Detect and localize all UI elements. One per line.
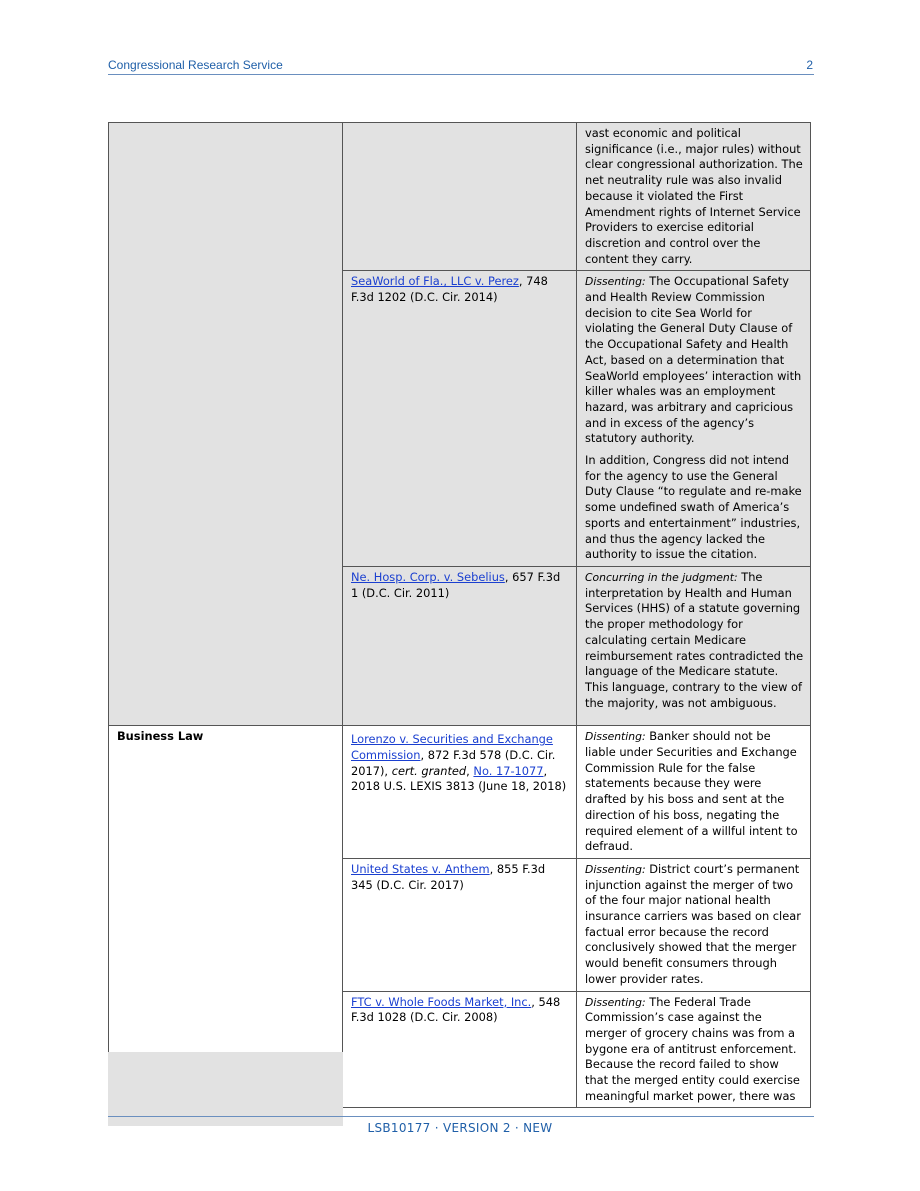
category-cell xyxy=(109,726,343,1107)
case-cell xyxy=(343,271,577,566)
opinion-type: Dissenting: xyxy=(585,730,646,744)
opinion-text: Dissenting: The Occupational Safety and Health Review Commission decision to cite Sea World for violating the General Duty Clause of the Occupational Safety and Health Act, based on a determination that SeaWorld employees’ interaction with killer whales was an employment hazard, was arbitrary and capricious and in excess of the agency’s statutory authority. xyxy=(585,274,802,446)
case-link[interactable]: United States v. Anthem xyxy=(351,861,490,876)
opinion-type: Dissenting: xyxy=(585,995,646,1009)
opinion-type: Concurring in the judgment: xyxy=(585,570,738,584)
case-citation: , 855 F.3d 345 (D.C. Cir. 2017) xyxy=(351,861,546,892)
opinion-text: In addition, Congress did not intend for the agency to use the General Duty Clause “to regulate and re-make some undefined swath of America’s sports and entertainment” industries, and thus the agency lacked the authority to issue the citation. xyxy=(585,453,802,562)
case-cell: Lorenzo v. Securities and Exchange Commission, 872 F.3d 578 (D.C. Cir. 2017), cert. granted, No. 17-1077, 2018 U.S. LEXIS 3813 (June 18, 2018) xyxy=(343,726,577,858)
cases-table xyxy=(108,122,811,1108)
case-citation: , 657 F.3d 1 (D.C. Cir. 2011) xyxy=(351,569,561,600)
case-link[interactable]: FTC v. Whole Foods Market, Inc. xyxy=(351,994,532,1009)
case-cell xyxy=(343,123,577,270)
table-row xyxy=(343,991,810,1108)
table-row xyxy=(343,270,810,566)
opinion-cell xyxy=(577,123,810,270)
case-citation: , 872 F.3d 578 (D.C. Cir. 2017), xyxy=(351,748,556,778)
table-row xyxy=(343,726,810,858)
case-status: cert. granted xyxy=(391,763,467,778)
opinion-text: Dissenting: The Federal Trade Commission’s case against the merger of grocery chains was from a bygone era of antitrust enforcement. Because the record failed to show that the merged entity could exercise meaningful market power, there was xyxy=(585,994,800,1103)
opinion-cell xyxy=(577,567,810,725)
table-group-row xyxy=(109,123,810,725)
case-citation: , 548 F.3d 1028 (D.C. Cir. 2008) xyxy=(351,994,561,1025)
case-cell xyxy=(343,992,577,1108)
case-cell xyxy=(343,859,577,991)
subrows xyxy=(343,726,810,1107)
header-org: Congressional Research Service xyxy=(108,58,283,72)
opinion-type: Dissenting: xyxy=(585,275,646,289)
opinion-text: Concurring in the judgment: The interpretation by Health and Human Services (HHS) of a statute governing the proper methodology for calculating certain Medicare reimbursement rates contradicted the language of the Medicare statute. This language, contrary to the view of the majority, was not ambiguous. xyxy=(585,569,804,710)
category-cell xyxy=(109,123,343,725)
footer-document-id: LSB10177 · VERSION 2 · NEW xyxy=(367,1121,553,1135)
table-row xyxy=(343,858,810,991)
subrows xyxy=(343,123,810,725)
case-link[interactable]: SeaWorld of Fla., LLC v. Perez xyxy=(351,274,519,289)
case-link[interactable]: Lorenzo v. Securities and Exchange Commission xyxy=(351,732,553,763)
table-row xyxy=(343,123,810,270)
page-number: 2 xyxy=(806,58,813,72)
opinion-type: Dissenting: xyxy=(585,862,646,876)
header-rule xyxy=(108,74,814,75)
case-citation: , 748 F.3d 1202 (D.C. Cir. 2014) xyxy=(351,274,548,305)
opinion-text: Dissenting: District court’s permanent injunction against the merger of two of the four major national health insurance carriers was based on clear factual error because the record conclusively showed that the merger would benefit consumers through lower provider rates. xyxy=(585,861,801,986)
docket-link[interactable]: No. 17-1077 xyxy=(473,763,544,778)
opinion-cell xyxy=(577,726,810,858)
table-row xyxy=(343,566,810,725)
case-cell xyxy=(343,567,577,725)
opinion-cell xyxy=(577,271,810,566)
category-label: Business Law xyxy=(117,729,204,744)
opinion-text: Dissenting: Banker should not be liable under Securities and Exchange Commission Rule for the false statements because they were drafted by his boss and sent at the direction of his boss, negating the required element of a willful intent to defraud. xyxy=(585,729,798,854)
footer-rule xyxy=(108,1116,814,1117)
table-group-row xyxy=(109,725,810,1107)
opinion-cell xyxy=(577,859,810,991)
opinion-text: vast economic and political significance (i.e., major rules) without clear congressional authorization. The net neutrality rule was also invalid because it violated the First Amendment rights of Internet Service Providers to exercise editorial discretion and control over the content they carry. xyxy=(585,126,803,266)
opinion-cell xyxy=(577,992,810,1108)
case-link[interactable]: Ne. Hosp. Corp. v. Sebelius xyxy=(351,569,505,584)
page-margin-shading xyxy=(108,1052,343,1126)
